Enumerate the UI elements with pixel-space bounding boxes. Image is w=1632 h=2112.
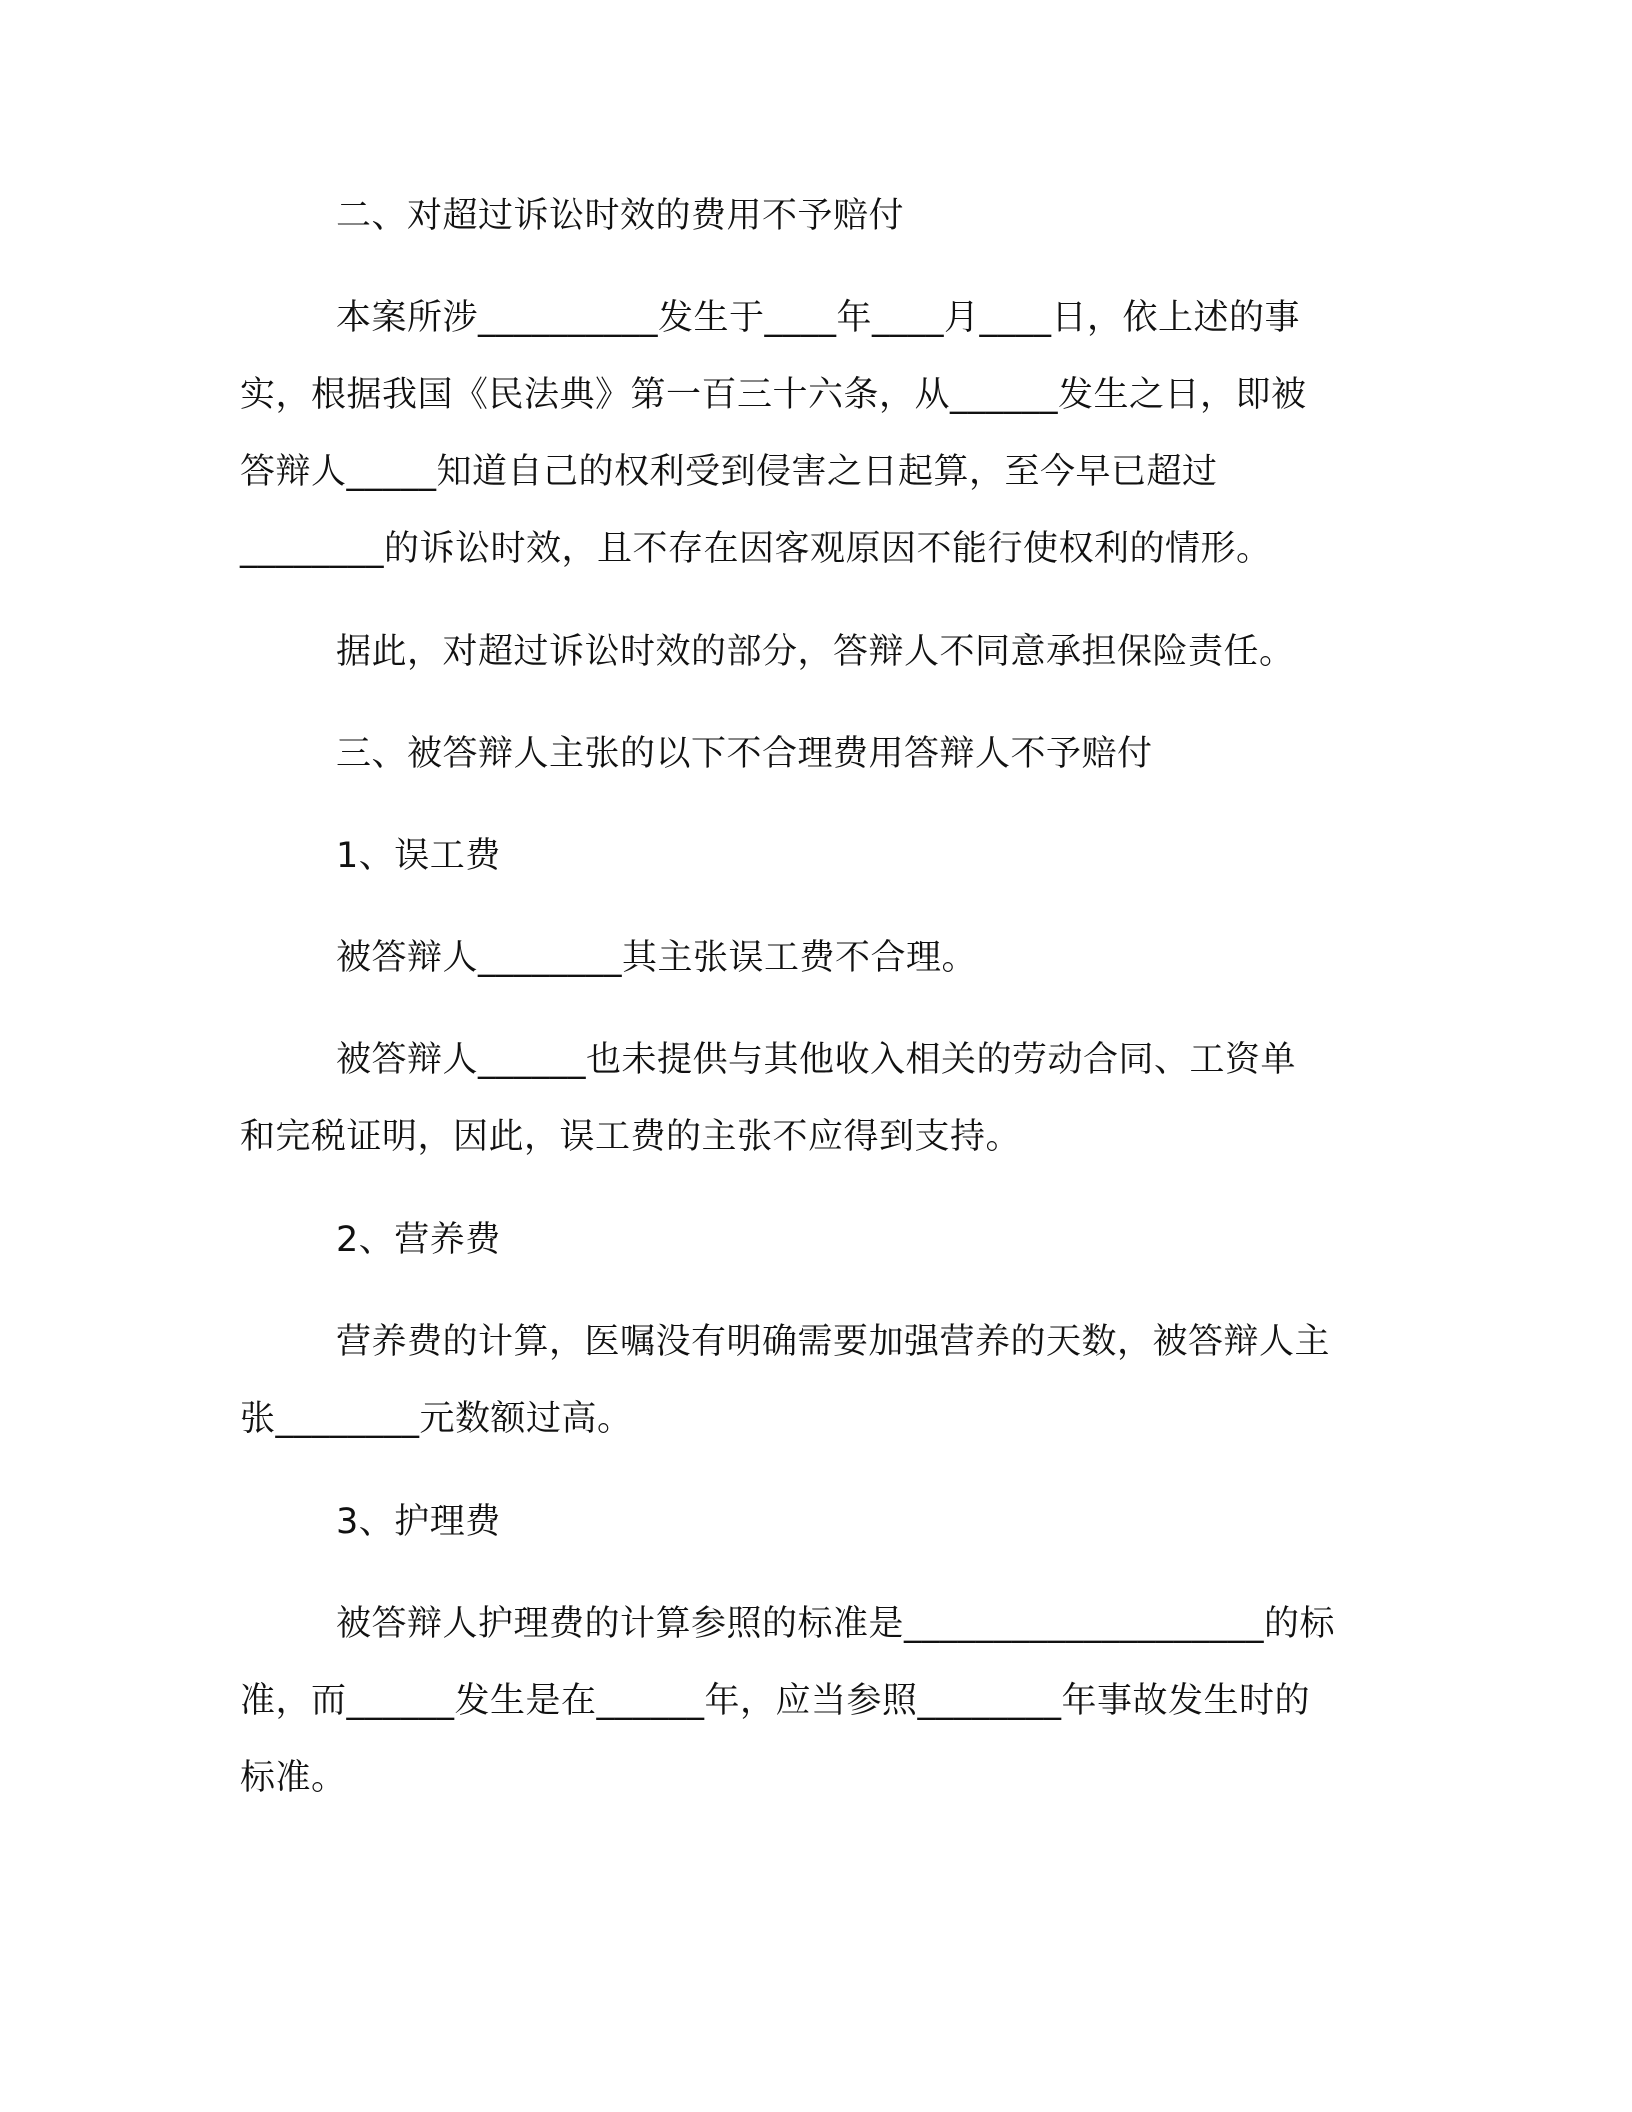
subheading-lost-wages [240,818,1390,895]
heading-section-2 [240,178,1390,255]
text-line: 答辩人_____知道自己的权利受到侵害之日起算，至今早已超过 [240,452,1218,492]
text-line: 被答辩人______也未提供与其他收入相关的劳动合同、工资单 [336,1040,1297,1080]
subheading-nursing-fee [240,1484,1390,1561]
text-line: 2、营养费 [336,1220,501,1260]
text-line: 营养费的计算，医嘱没有明确需要加强营养的天数，被答辩人主 [336,1322,1331,1362]
subheading-nutrition-fee [240,1202,1390,1279]
paragraph-conclusion [240,614,1390,691]
text-line: 实，根据我国《民法典》第一百三十六条，从______发生之日，即被 [240,375,1307,415]
text-line: 准，而______发生是在______年，应当参照________年事故发生时的 [240,1681,1311,1721]
paragraph-nutrition-fee [240,1304,1390,1458]
paragraph-lost-wages-claim [240,920,1390,997]
text-line: 二、对超过诉讼时效的费用不予赔付 [336,196,905,236]
text-line: 本案所涉__________发生于____年____月____日，依上述的事 [336,298,1301,338]
text-line: 3、护理费 [336,1502,501,1542]
text-line: 被答辩人________其主张误工费不合理。 [336,938,978,978]
text-line: 被答辩人护理费的计算参照的标准是____________________的标 [336,1604,1336,1644]
text-line: ________的诉讼时效，且不存在因客观原因不能行使权利的情形。 [240,529,1272,569]
heading-section-3 [240,716,1390,793]
text-line: 据此，对超过诉讼时效的部分，答辩人不同意承担保险责任。 [336,632,1295,672]
paragraph-lost-wages-evidence [240,1022,1390,1176]
paragraph-nursing-fee [240,1586,1390,1817]
paragraph-statute-of-limitations [240,280,1390,588]
text-line: 张________元数额过高。 [240,1399,633,1439]
text-line: 1、误工费 [336,836,501,876]
text-line: 和完税证明，因此，误工费的主张不应得到支持。 [240,1117,1022,1157]
text-line: 三、被答辩人主张的以下不合理费用答辩人不予赔付 [336,734,1153,774]
text-line: 标准。 [240,1758,347,1798]
